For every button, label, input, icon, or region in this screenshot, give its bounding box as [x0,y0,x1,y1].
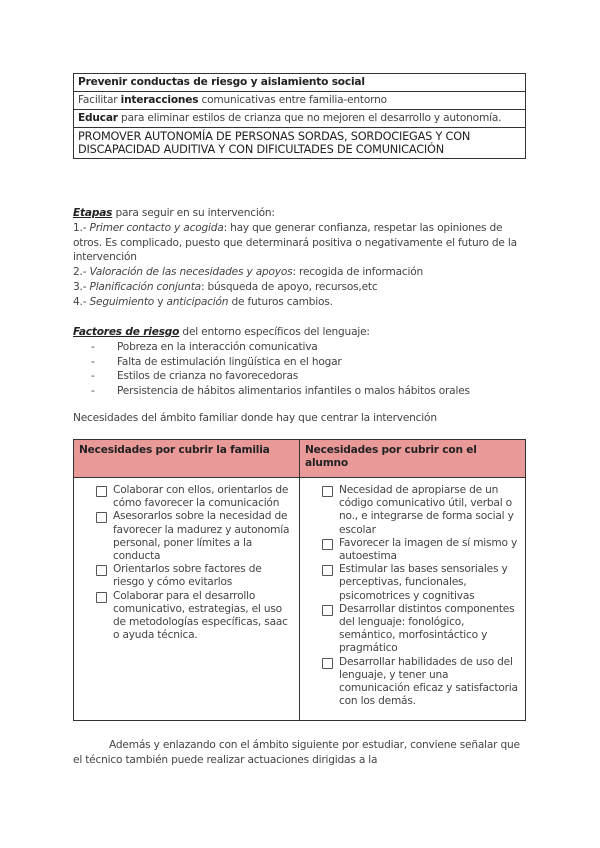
factor-text: Pobreza en la interacción comunicativa [117,340,318,353]
goal-text: para eliminar estilos de crianza que no mejoren el desarrollo y autonomía. [117,112,502,124]
checklist-item [322,484,521,537]
goal-caps: PROMOVER AUTONOMÍA DE PERSONAS SORDAS, SORDOCIEGAS Y CON DISCAPACIDAD AUDITIVA Y CON DIFICULTADES DE COMUNICACIÓN [78,130,471,156]
factor-item [91,355,533,370]
factor-text: Persistencia de hábitos alimentarios infantiles o malos hábitos orales [117,385,470,398]
goals-table [73,73,526,159]
etapa-item [73,221,533,265]
factores-section [73,325,533,399]
etapas-section [73,206,533,310]
checklist-item [322,537,521,563]
factores-title: Factores de riesgo [73,326,180,338]
checklist-item [96,563,295,589]
dash-bullet: - [91,355,95,368]
goal-text: comunicativas entre familia-entorno [198,94,387,106]
etapa-item [73,295,533,310]
checklist-text: Favorecer la imagen de sí mismo y autoestima [339,536,518,563]
etapa-text: : búsqueda de apoyo, recursos,etc [200,280,378,293]
closing-paragraph: Además y enlazando con el ámbito siguiente por estudiar, conviene señalar que el técnico también puede realizar actuaciones dirigidas a la [73,739,520,766]
checklist-text: Desarrollar habilidades de uso del lenguaje, y tener una comunicación eficaz y satisfactoria con los demás. [339,655,518,708]
etapas-intro: para seguir en su intervención: [112,207,275,219]
checklist-item [322,563,521,603]
checklist-item [96,510,295,563]
goal-bold: Prevenir conductas de riesgo y aislamiento social [78,76,365,88]
checklist-item [322,656,521,709]
etapas-title: Etapas [73,207,113,219]
factor-text: Estilos de crianza no favorecedoras [117,370,299,383]
checklist-text: Colaborar para el desarrollo comunicativo, estrategias, el uso de metodologías específicas, saac o ayuda técnica. [113,589,288,642]
checklist-item [322,603,521,656]
checkbox-icon [322,605,333,616]
checkbox-icon [96,486,107,497]
factor-text: Falta de estimulación lingüística en el hogar [117,355,342,368]
factores-intro: del entorno específicos del lenguaje: [179,326,370,338]
etapa-name: Seguimiento [89,295,155,308]
checkbox-icon [322,486,333,497]
checklist-text: Desarrollar distintos componentes del lenguaje: fonológico, semántico, morfosintáctico y pragmático [339,602,515,655]
header-familia: Necesidades por cubrir la familia [74,440,300,478]
etapa-text: de futuros cambios. [228,295,333,308]
etapa-name: anticipación [166,295,229,308]
goal-bold: Educar [78,112,118,124]
factor-item [91,340,533,355]
checklist-text: Necesidad de apropiarse de un código comunicativo útil, verbal o no., e integrarse de forma social y escolar [339,484,514,536]
checklist-text: Estimular las bases sensoriales y perceptivas, funcionales, psicomotrices y cognitivas [339,563,508,602]
header-alumno: Necesidades por cubrir con el alumno [300,440,526,478]
checklist-text: Orientarlos sobre factores de riesgo y cómo evitarlos [113,563,262,589]
factor-item [91,369,533,384]
etapa-number: 2.- [73,266,90,279]
etapa-number: 4.- [73,295,90,308]
etapa-text: y [154,295,167,308]
etapa-name: Primer contacto y acogida [89,221,224,234]
checklist-text: Asesorarlos sobre la necesidad de favorecer la madurez y autonomía personal, poner límites a la conducta [113,510,290,563]
necesidades-intro: Necesidades del ámbito familiar donde hay que centrar la intervención [73,412,437,424]
goal-text: Facilitar [78,94,121,106]
dash-bullet: - [91,340,95,353]
checklist-text: Colaborar con ellos, orientarlos de cómo favorecer la comunicación [113,484,289,510]
checklist-item [96,484,295,510]
dash-bullet: - [91,385,95,398]
factor-item [91,384,533,399]
etapa-name: Valoración de las necesidades y apoyos [89,266,293,279]
etapa-number: 3.- [73,280,90,293]
checkbox-icon [96,512,107,523]
checkbox-icon [322,565,333,576]
goal-row [74,92,526,110]
etapa-item [73,280,533,295]
checkbox-icon [96,592,107,603]
checkbox-icon [322,658,333,669]
goal-row [74,128,526,159]
checkbox-icon [322,539,333,550]
goal-bold: interacciones [120,94,199,106]
etapa-name: Planificación conjunta [89,280,201,293]
etapa-item [73,265,533,280]
etapa-text: : recogida de información [292,266,424,279]
goal-row [74,74,526,92]
dash-bullet: - [91,370,95,383]
etapa-number: 1.- [73,221,90,234]
needs-table [73,439,526,721]
goal-row [74,110,526,128]
checkbox-icon [96,565,107,576]
checklist-item [96,590,295,643]
etapa-text: : hay que generar confianza, respetar las opiniones de otros. Es complicado, puesto que determinará positiva o negativamente el futuro de la intervención [73,221,517,264]
